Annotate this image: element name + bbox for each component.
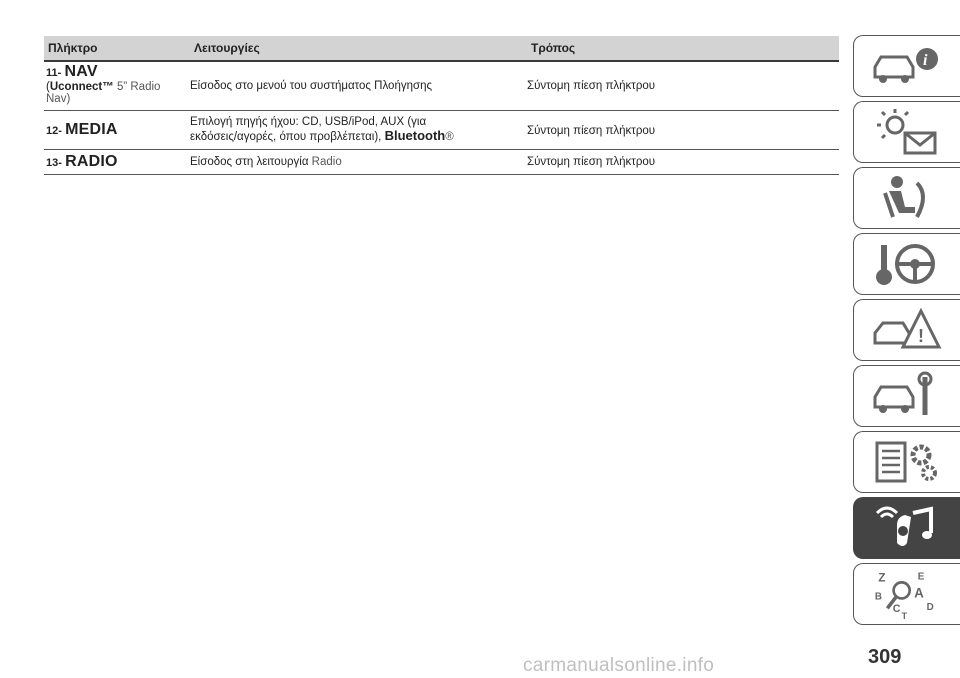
table-row (44, 62, 839, 111)
specs-list-gears-icon (867, 437, 947, 487)
tab-starting-driving[interactable] (853, 233, 960, 295)
svg-text:A: A (914, 585, 924, 601)
mode-cell: Σύντομη πίεση πλήκτρου (527, 156, 656, 168)
header-mode: Τρόπος (531, 41, 576, 55)
car-wrench-icon (867, 371, 947, 421)
table-row (44, 150, 839, 175)
key-cell (46, 64, 186, 105)
tab-maintenance[interactable] (853, 365, 960, 427)
emergency-triangle-car-icon (867, 305, 947, 355)
svg-text:!: ! (918, 326, 924, 346)
key-name: RADIO (65, 153, 118, 170)
warning-lights-message-icon (867, 107, 947, 157)
key-subtitle-line2: Nav) (46, 93, 71, 105)
key-cell (46, 153, 186, 171)
svg-text:B: B (874, 591, 882, 603)
svg-text:C: C (892, 602, 901, 615)
mode-cell: Σύντομη πίεση πλήκτρου (527, 125, 656, 137)
key-name: MEDIA (65, 121, 118, 138)
key-subtitle: (Uconnect™ 5” Radio (46, 81, 161, 93)
tab-index[interactable] (853, 563, 960, 625)
function-cell: Είσοδος στη λειτουργία Radio (190, 156, 342, 168)
watermark: carmanualsonline.info (523, 655, 715, 676)
key-name: NAV (64, 63, 98, 80)
svg-text:Z: Z (878, 571, 886, 585)
key-number: 12- (46, 125, 62, 137)
tab-technical-data[interactable] (853, 431, 960, 493)
key-steering-wheel-icon (867, 239, 947, 289)
multimedia-music-icon (867, 503, 947, 553)
header-key: Πλήκτρο (48, 41, 98, 55)
svg-text:i: i (923, 52, 928, 69)
index-search-letters-icon (867, 569, 947, 619)
key-cell (46, 121, 186, 139)
mode-cell: Σύντομη πίεση πλήκτρου (527, 80, 656, 92)
tab-car-info[interactable] (853, 35, 960, 97)
tab-multimedia[interactable] (853, 497, 960, 559)
table-row (44, 111, 839, 150)
tab-warning-lights[interactable] (853, 101, 960, 163)
svg-text:D: D (926, 602, 934, 614)
function-cell: Επιλογή πηγής ήχου: CD, USB/iPod, AUX (για εκδόσεις/αγορές, όπου προβλέπεται), Bluetooth® (190, 116, 454, 143)
header-functions: Λειτουργίες (194, 41, 260, 55)
function-cell: Είσοδος στο μενού του συστήματος Πλοήγησης (190, 80, 433, 92)
page-number: 309 (868, 646, 902, 668)
airbag-seat-safety-icon (867, 173, 947, 223)
key-number: 11- (46, 67, 62, 79)
svg-text:E: E (917, 571, 925, 583)
controls-table (44, 36, 839, 175)
tab-emergency[interactable] (853, 299, 960, 361)
car-info-icon (867, 41, 947, 91)
svg-text:T: T (901, 611, 908, 619)
key-number: 13- (46, 157, 62, 169)
tab-safety[interactable] (853, 167, 960, 229)
table-header (44, 36, 839, 62)
